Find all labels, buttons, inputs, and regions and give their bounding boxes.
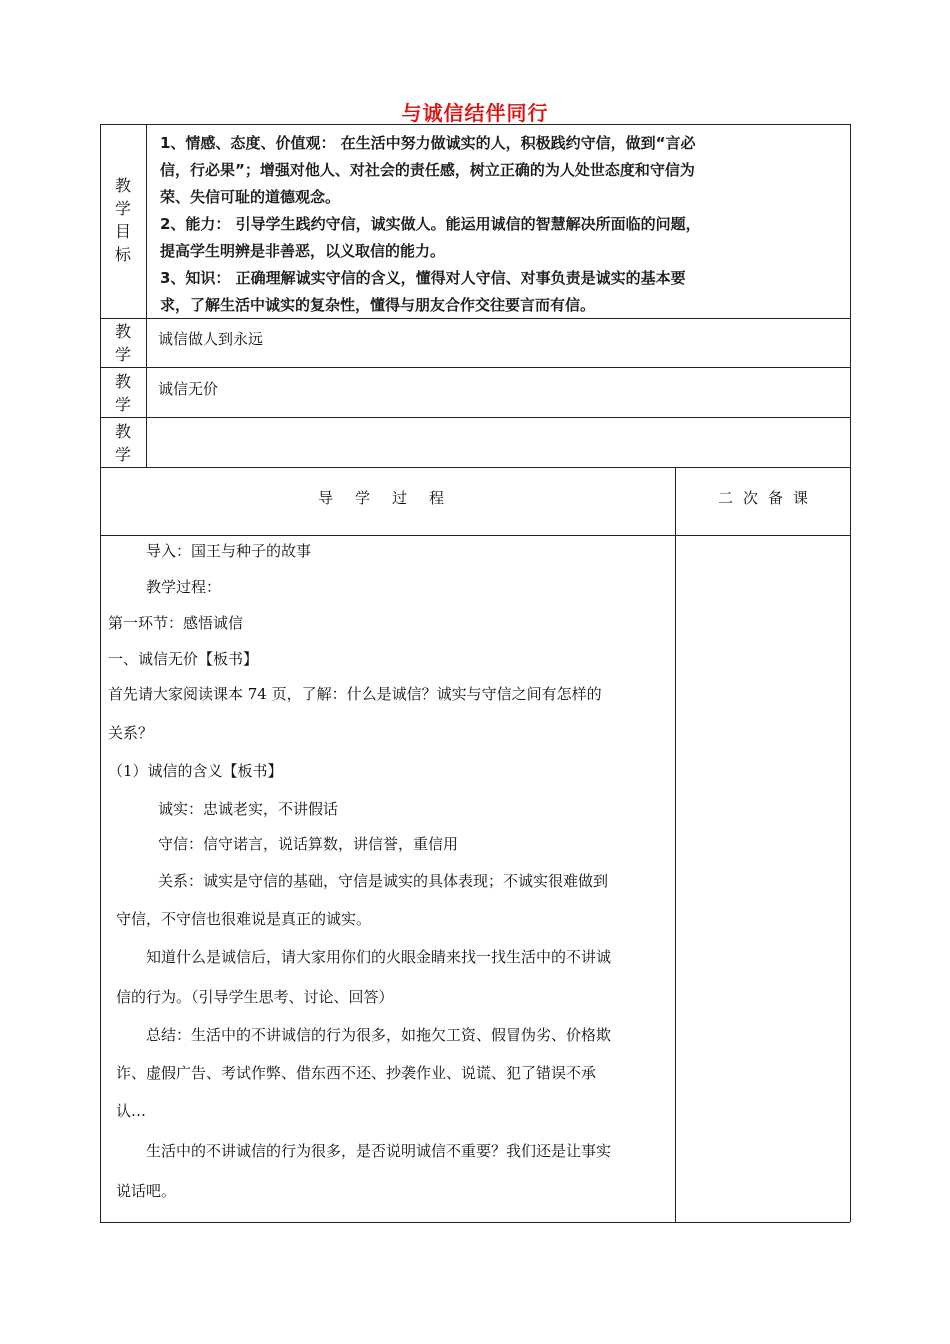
difficulty-content: 诚信无价 — [158, 380, 219, 398]
process-paragraph: 诈、虚假广告、考试作弊、借东西不还、抄袭作业、说谎、犯了错误不承 — [116, 1064, 597, 1082]
process-paragraph: 一、诚信无价【板书】 — [108, 650, 259, 668]
label-objectives: 教 学 目 标 — [114, 176, 131, 264]
header-process: 导学过程 — [318, 489, 467, 507]
process-paragraph: 守信，不守信也很难说是真正的诚实。 — [116, 910, 372, 928]
process-paragraph: 认… — [116, 1102, 147, 1120]
document-title: 与诚信结伴同行 — [401, 101, 549, 125]
objectives-line: 提高学生明辨是非善恶，以义取信的能力。 — [160, 242, 446, 260]
table-line — [100, 367, 850, 368]
table-line — [100, 1222, 850, 1223]
table-line — [100, 124, 101, 1222]
table-line — [675, 467, 676, 1222]
process-paragraph: 导入：国王与种子的故事 — [146, 542, 312, 560]
objectives-line: 3、知识： 正确理解诚实守信的含义，懂得对人守信、对事负责是诚实的基本要 — [160, 269, 686, 287]
process-paragraph: 信的行为。（引导学生思考、讨论、回答） — [116, 988, 394, 1006]
table-line — [100, 535, 850, 536]
table-line — [100, 417, 850, 418]
process-paragraph: 说话吧。 — [116, 1182, 177, 1200]
focus-content: 诚信做人到永远 — [158, 330, 264, 348]
process-paragraph: 守信：信守诺言，说话算数，讲信誉，重信用 — [158, 835, 459, 853]
process-paragraph: 第一环节：感悟诚信 — [108, 614, 244, 632]
process-paragraph: 首先请大家阅读课本 74 页，了解：什么是诚信？诚实与守信之间有怎样的 — [108, 685, 602, 703]
table-line — [100, 467, 850, 468]
process-paragraph: 教学过程： — [146, 578, 222, 596]
header-notes: 二次备课 — [718, 489, 819, 507]
process-paragraph: 关系：诚实是守信的基础，守信是诚实的具体表现；不诚实很难做到 — [158, 872, 609, 890]
label-difficulty: 教 学 — [114, 372, 131, 414]
objectives-line: 1、情感、态度、价值观： 在生活中努力做诚实的人，积极践约守信，做到“言必 — [160, 134, 696, 152]
process-paragraph: 生活中的不讲诚信的行为很多，是否说明诚信不重要？我们还是让事实 — [146, 1142, 612, 1160]
objectives-line: 2、能力： 引导学生践约守信，诚实做人。能运用诚信的智慧解决所面临的问题， — [160, 215, 701, 233]
table-line — [100, 124, 850, 125]
process-paragraph: 总结：生活中的不讲诚信的行为很多，如拖欠工资、假冒伪劣、价格欺 — [146, 1026, 612, 1044]
label-focus: 教 学 — [114, 322, 131, 364]
objectives-line: 信，行必果”；增强对他人、对社会的责任感，树立正确的为人处世态度和守信为 — [160, 161, 695, 179]
objectives-line: 荣、失信可耻的道德观念。 — [160, 188, 341, 206]
objectives-content — [160, 130, 760, 319]
process-paragraph: （1）诚信的含义【板书】 — [108, 762, 283, 780]
process-paragraph: 知道什么是诚信后，请大家用你们的火眼金睛来找一找生活中的不讲诚 — [146, 948, 612, 966]
process-paragraph: 关系？ — [108, 724, 154, 742]
process-paragraph: 诚实：忠诚老实，不讲假话 — [158, 800, 339, 818]
objectives-line: 求，了解生活中诚实的复杂性，懂得与朋友合作交往要言而有信。 — [160, 296, 596, 314]
label-method: 教 学 — [114, 422, 131, 464]
table-line — [850, 124, 851, 1222]
table-line — [146, 124, 147, 467]
